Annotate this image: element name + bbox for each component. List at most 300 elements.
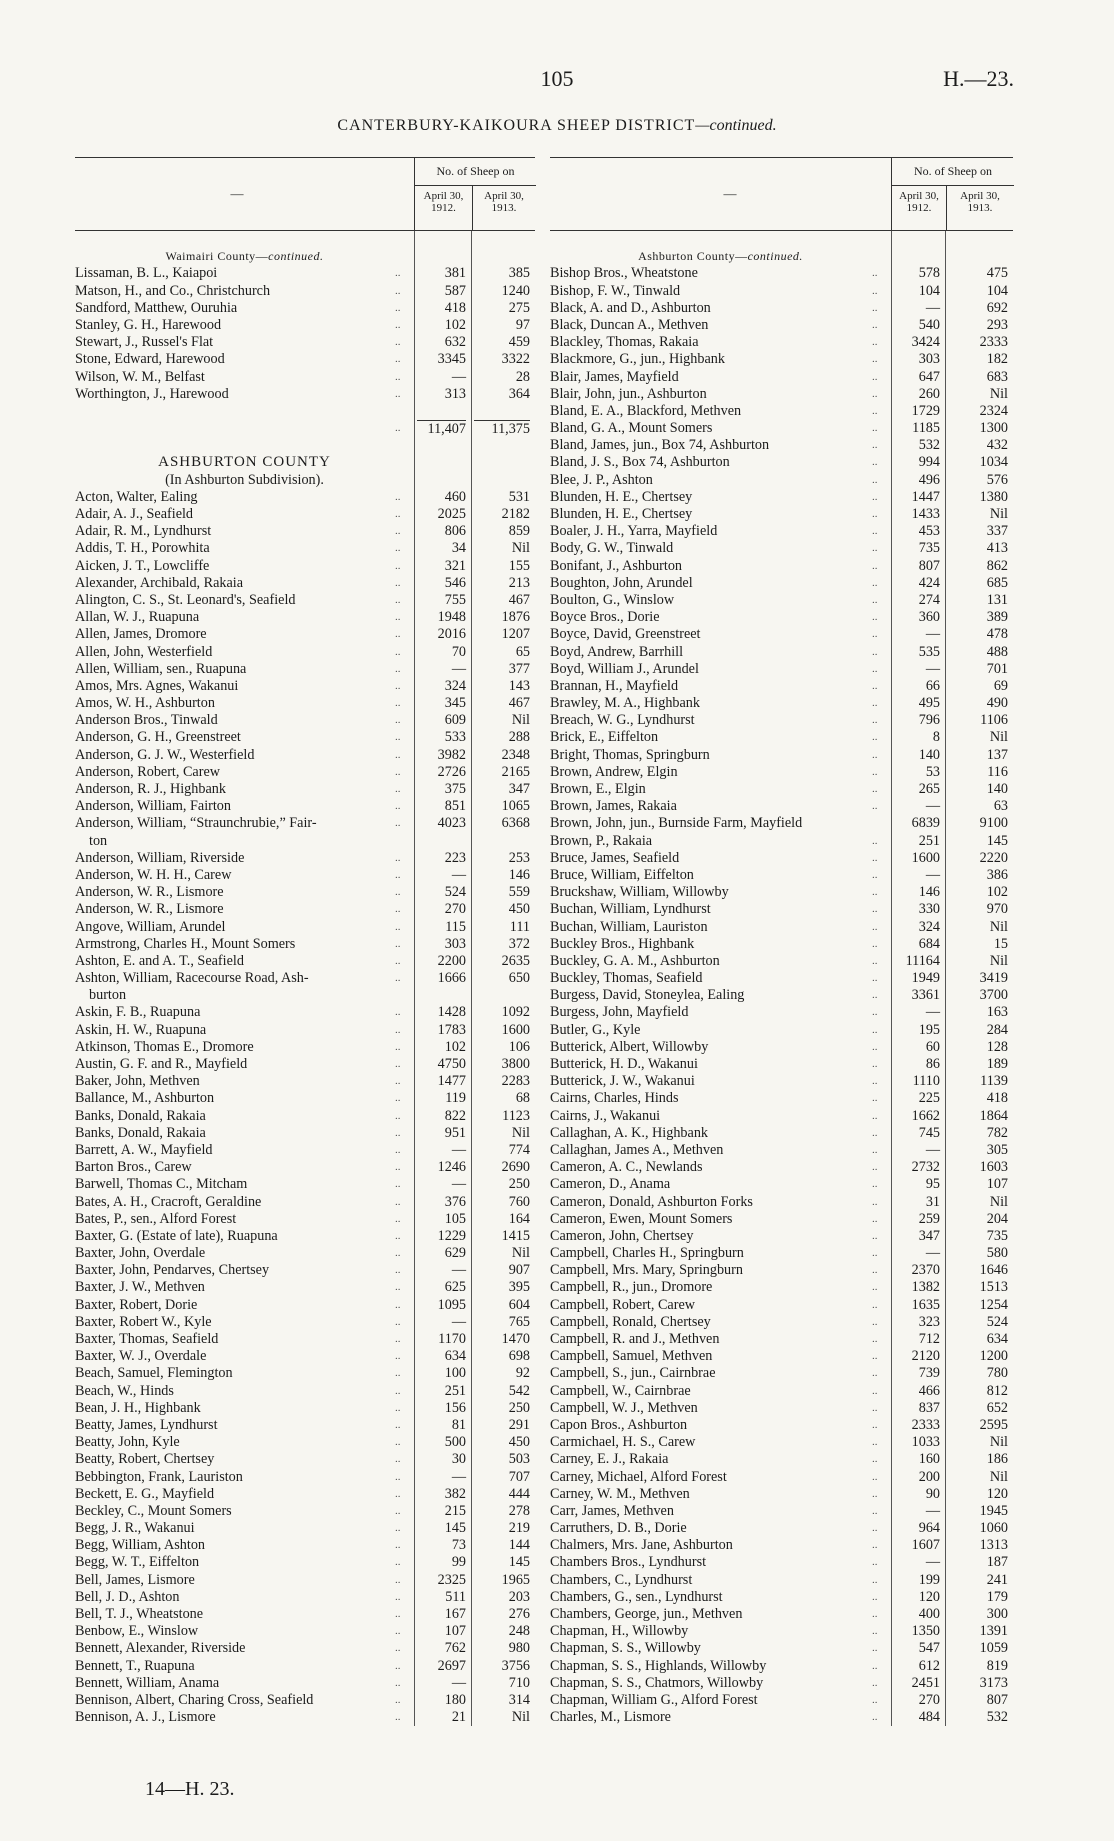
sheep-count-1912: 376: [444, 1193, 466, 1210]
sheep-count-1912: 1382: [911, 1279, 940, 1296]
leader-dots: ..: [395, 284, 401, 297]
table-row: [550, 592, 1013, 609]
sheep-count-1912: 360: [918, 609, 940, 626]
sheep-count-1913: 250: [508, 1399, 530, 1416]
sheep-count-1912: 762: [444, 1640, 466, 1657]
owner-name: Baxter, Robert W., Kyle: [75, 1313, 212, 1330]
leader-dots: ..: [872, 508, 878, 520]
owner-name: Campbell, Charles H., Springburn: [550, 1245, 744, 1262]
table-row: [75, 1331, 535, 1348]
sheep-count-1912: 3982: [437, 746, 466, 763]
leader-dots: ..: [872, 1178, 878, 1191]
leader-dots: ..: [872, 336, 878, 349]
owner-name: Barton Bros., Carew: [75, 1159, 192, 1176]
owner-name: Boyd, Andrew, Barrhill: [550, 643, 684, 660]
sheep-count-1913: 980: [508, 1640, 530, 1657]
owner-name: Ballance, M., Ashburton: [75, 1090, 215, 1107]
sheep-count-1912: 684: [918, 935, 940, 952]
leader-dots: ..: [872, 800, 878, 813]
leader-dots: ..: [872, 1418, 878, 1431]
owner-name: Stanley, G. H., Harewood: [75, 316, 222, 333]
leader-dots: ..: [395, 1504, 401, 1517]
sheep-count-1912: 200: [918, 1468, 940, 1485]
sheep-count-1912: 381: [444, 265, 466, 282]
sheep-count-1913: 1240: [501, 282, 530, 299]
owner-name: Chambers, C., Lyndhurst: [550, 1571, 693, 1588]
owner-name: Blair, James, Mayfield: [550, 368, 679, 385]
sheep-count-1912: 215: [444, 1502, 466, 1519]
leader-dots: ..: [395, 1126, 401, 1139]
leader-dots: ..: [872, 1040, 878, 1053]
sheep-count-1913: 1065: [501, 798, 530, 815]
table-row: [550, 1537, 1013, 1554]
owner-name: Bennison, Albert, Charing Cross, Seafield: [75, 1691, 314, 1708]
table-row: [75, 1348, 535, 1365]
sheep-count-1912: 105: [444, 1210, 466, 1227]
table-row: [75, 1211, 535, 1228]
sheep-count-1912: 2025: [437, 506, 466, 522]
table-row: [75, 558, 535, 575]
table-row: [75, 695, 535, 712]
owner-name: Askin, F. B., Ruapuna: [75, 1004, 201, 1021]
leader-dots: ..: [872, 1590, 878, 1603]
table-row: [75, 1039, 535, 1056]
owner-name: Bell, James, Lismore: [75, 1571, 195, 1588]
leader-dots: ..: [395, 1315, 401, 1328]
owner-name: Alington, C. S., St. Leonard's, Seafield: [75, 591, 296, 608]
sheep-count-1913: 9100: [979, 815, 1008, 832]
owner-name: Bennett, T., Ruapuna: [75, 1657, 195, 1674]
leader-dots: ..: [395, 1608, 401, 1620]
sheep-count-1913: 250: [508, 1176, 530, 1193]
sheep-count-1912: 2451: [911, 1674, 940, 1691]
table-row: [550, 386, 1013, 403]
table-row: [75, 712, 535, 729]
leader-dots: ..: [395, 1006, 401, 1019]
leader-dots: ..: [395, 1178, 401, 1191]
owner-name: Addis, T. H., Porowhita: [75, 540, 210, 557]
leader-dots: ..: [872, 920, 878, 933]
table-row: [550, 1589, 1013, 1606]
sheep-count-1913: 364: [508, 385, 530, 402]
sheep-count-1913: 1207: [501, 626, 530, 643]
table-row: [550, 1572, 1013, 1589]
sheep-count-1913: 701: [986, 660, 1008, 677]
owner-name: Callaghan, A. K., Highbank: [550, 1124, 709, 1141]
owner-name: Bland, J. S., Box 74, Ashburton: [550, 454, 730, 471]
sheep-count-1912: 546: [444, 574, 466, 591]
leader-dots: ..: [395, 886, 401, 899]
page-footer: 14—H. 23.: [145, 1778, 235, 1800]
leader-dots: ..: [872, 679, 878, 692]
owner-name: Bennett, Alexander, Riverside: [75, 1640, 246, 1657]
leader-dots: ..: [872, 1126, 878, 1139]
table-row: [75, 1640, 535, 1657]
leader-dots: ..: [395, 593, 401, 606]
table-row: [75, 729, 535, 746]
leader-dots: ..: [395, 1281, 401, 1294]
leader-dots: ..: [395, 1023, 401, 1036]
owner-name: Baxter, Robert, Dorie: [75, 1296, 198, 1313]
sheep-count-1913: 1470: [501, 1331, 530, 1347]
leader-dots: ..: [395, 1487, 401, 1500]
leader-dots: ..: [872, 1436, 878, 1449]
table-row: [550, 540, 1013, 557]
sheep-count-1913: Nil: [989, 1434, 1008, 1451]
sheep-count-1912: 533: [444, 729, 466, 746]
sheep-count-1913: 389: [986, 609, 1008, 626]
sheep-count-1913: 418: [986, 1090, 1008, 1107]
leader-dots: ..: [395, 1711, 401, 1724]
sheep-count-1912: 964: [918, 1520, 940, 1537]
sheep-count-1913: 488: [986, 643, 1008, 660]
left-column: [75, 157, 535, 1726]
table-row: [550, 265, 1013, 282]
table-row: [75, 1194, 535, 1211]
leader-dots: ..: [395, 387, 401, 400]
owner-name: Chambers, George, jun., Methven: [550, 1606, 743, 1622]
sheep-count-1913: Nil: [989, 385, 1008, 402]
column-1912: April 30, 1912.: [423, 190, 464, 214]
leader-dots: ..: [395, 1418, 401, 1431]
owner-name: Callaghan, James A., Methven: [550, 1141, 724, 1158]
sheep-count-1912: 95: [925, 1176, 940, 1193]
table-row: [75, 540, 535, 557]
owner-name: Boyce Bros., Dorie: [550, 609, 660, 626]
owner-name: Cameron, Donald, Ashburton Forks: [550, 1193, 753, 1210]
owner-name: Campbell, Mrs. Mary, Springburn: [550, 1262, 743, 1279]
owner-name: Cairns, J., Wakanui: [550, 1107, 661, 1124]
sheep-count-1913: Nil: [989, 918, 1008, 935]
leader-dots: ..: [872, 1367, 878, 1380]
table-row: [550, 1228, 1013, 1245]
owner-name: Ashton, E. and A. T., Seafield: [75, 952, 244, 969]
sheep-count-1912: 324: [918, 918, 940, 935]
leader-dots: ..: [395, 1539, 401, 1552]
sheep-count-1912: 587: [444, 282, 466, 299]
sheep-count-1913: 698: [508, 1348, 530, 1365]
sheep-count-1912: 540: [918, 316, 940, 333]
leader-dots: ..: [872, 748, 878, 761]
table-row: [550, 729, 1013, 746]
sheep-count-1913: 2165: [501, 763, 530, 780]
sheep-count-1912: 609: [444, 712, 466, 729]
leader-dots: ..: [395, 1092, 401, 1105]
table-row: [75, 1572, 535, 1589]
sheep-count-1913: 735: [986, 1227, 1008, 1244]
table-row: [75, 489, 535, 506]
sheep-count-1912: 1948: [437, 609, 466, 626]
sheep-count-1912: 199: [918, 1571, 940, 1588]
table-row: [75, 1228, 535, 1245]
sheep-count-1912: —: [925, 1554, 940, 1571]
table-row: [550, 1658, 1013, 1675]
sheep-count-1912: 1170: [438, 1331, 466, 1347]
sheep-count-1912: 6839: [911, 815, 940, 832]
table-row: [550, 334, 1013, 351]
leader-dots: ..: [395, 1367, 401, 1380]
table-row: [75, 833, 535, 850]
sheep-count-1912: 145: [444, 1520, 466, 1537]
sheep-count-1913: 2283: [501, 1073, 530, 1090]
owner-name: Bennison, A. J., Lismore: [75, 1709, 216, 1726]
sheep-count-1912: 460: [444, 488, 466, 505]
owner-name: Barwell, Thomas C., Mitcham: [75, 1176, 248, 1193]
sheep-count-1913: 275: [508, 299, 530, 316]
owner-name: Brown, James, Rakaia: [550, 798, 677, 815]
sheep-count-1912: 259: [918, 1210, 940, 1227]
sheep-count-1912: 511: [445, 1588, 466, 1605]
owner-name: Worthington, J., Harewood: [75, 385, 229, 402]
table-row: [550, 661, 1013, 678]
sheep-count-1912: 1350: [911, 1623, 940, 1640]
table-row: [550, 747, 1013, 764]
owner-name: Sandford, Matthew, Ouruhia: [75, 299, 238, 316]
sheep-count-1913: 3322: [501, 351, 530, 368]
table-row: [75, 1022, 535, 1039]
leader-dots: ..: [872, 1247, 878, 1260]
leader-dots: ..: [872, 1470, 878, 1483]
owner-name: Campbell, W., Cairnbrae: [550, 1382, 691, 1399]
table-row: [75, 1090, 535, 1107]
sheep-count-1912: 270: [444, 901, 466, 918]
owner-name: Baxter, John, Pendarves, Chertsey: [75, 1262, 270, 1279]
sheep-count-1912: 347: [918, 1227, 940, 1244]
owner-name: Chalmers, Mrs. Jane, Ashburton: [550, 1537, 733, 1554]
table-row: [550, 712, 1013, 729]
sheep-count-1913: 432: [986, 437, 1008, 454]
sheep-count-1913: 1254: [979, 1296, 1008, 1313]
table-row: [75, 1537, 535, 1554]
leader-dots: ..: [872, 422, 878, 435]
leader-dots: ..: [872, 1453, 878, 1466]
sheep-count-1913: 683: [986, 368, 1008, 385]
owner-name: Bland, E. A., Blackford, Methven: [550, 402, 742, 419]
table-row: [75, 1004, 535, 1021]
table-row: [550, 678, 1013, 695]
leader-dots: ..: [395, 1109, 401, 1122]
sheep-count-1912: 251: [918, 832, 940, 849]
table-row: [550, 369, 1013, 386]
table-row: [75, 1451, 535, 1468]
sheep-count-1912: 102: [444, 316, 466, 333]
sheep-count-1912: 34: [451, 540, 466, 557]
sheep-count-1913: 559: [508, 884, 530, 901]
leader-dots: ..: [872, 301, 878, 314]
sheep-count-1912: —: [451, 368, 466, 385]
sheep-count-1913: 1034: [979, 454, 1008, 471]
owner-name: Adair, R. M., Lyndhurst: [75, 523, 212, 540]
leader-dots: ..: [395, 318, 401, 331]
owner-name: Begg, J. R., Wakanui: [75, 1520, 195, 1537]
sheep-count-1912: 73: [451, 1537, 466, 1554]
owner-name: Blair, John, jun., Ashburton: [550, 385, 707, 402]
sheep-count-1913: 1600: [501, 1021, 530, 1038]
leader-dots: ..: [395, 920, 401, 933]
leader-dots: ..: [872, 1693, 878, 1706]
owner-name: burton: [89, 987, 127, 1004]
sheep-count-1913: 2595: [979, 1416, 1008, 1433]
owner-name: Bishop, F. W., Tinwald: [550, 282, 681, 299]
sheep-count-1912: 1662: [911, 1107, 940, 1124]
table-row: [75, 781, 535, 798]
table-row: [550, 403, 1013, 420]
sheep-count-1912: 418: [444, 299, 466, 316]
leader-dots: ..: [872, 1058, 878, 1070]
leader-dots: ..: [395, 353, 401, 366]
table-row: [75, 609, 535, 626]
table-row: [75, 1314, 535, 1331]
sheep-count-1913: 300: [986, 1606, 1008, 1622]
leader-dots: ..: [872, 1212, 878, 1225]
owner-name: Begg, William, Ashton: [75, 1537, 206, 1554]
leader-dots: ..: [872, 473, 878, 486]
leader-dots: ..: [872, 267, 878, 280]
owner-name: Anderson Bros., Tinwald: [75, 712, 218, 729]
leader-dots: ..: [872, 972, 878, 985]
owner-name: Brown, E., Elgin: [550, 781, 646, 797]
owner-name: Blee, J. P., Ashton: [550, 471, 653, 488]
sheep-count-1912: 1428: [437, 1004, 466, 1021]
table-row: [550, 1469, 1013, 1486]
sheep-count-1913: 278: [508, 1502, 530, 1519]
owner-name: Atkinson, Thomas E., Dromore: [75, 1038, 254, 1055]
table-row: [550, 1623, 1013, 1640]
sheep-count-1913: 774: [508, 1141, 530, 1158]
leader-dots: ..: [395, 1212, 401, 1225]
sheep-count-1913: 707: [508, 1468, 530, 1485]
table-row: [550, 953, 1013, 970]
leader-dots: ..: [395, 1659, 401, 1672]
sheep-count-1913: 3700: [979, 987, 1008, 1004]
table-row: [75, 1056, 535, 1073]
table-row: [75, 351, 535, 368]
sheep-count-1912: 2732: [911, 1159, 940, 1176]
table-row: [550, 764, 1013, 781]
leader-dots: ..: [872, 1350, 878, 1363]
sheep-count-1913: 347: [508, 781, 530, 797]
table-row: [75, 1383, 535, 1400]
sheep-count-1913: 213: [508, 574, 530, 591]
leader-dots: ..: [395, 1298, 401, 1311]
owner-name: Beatty, John, Kyle: [75, 1434, 180, 1451]
table-row: [75, 626, 535, 643]
right-column: [550, 157, 1013, 1726]
leader-dots: ..: [395, 1333, 401, 1345]
sheep-count-1912: 2370: [911, 1262, 940, 1279]
table-row: [550, 506, 1013, 523]
table-row: [550, 1090, 1013, 1107]
leader-dots: ..: [872, 954, 878, 967]
sheep-count-1913: Nil: [511, 1124, 530, 1141]
leader-dots: ..: [872, 404, 878, 417]
table-row: [550, 833, 1013, 850]
leader-dots: ..: [395, 1676, 401, 1689]
leader-dots: ..: [872, 628, 878, 641]
owner-name: Anderson, G. H., Greenstreet: [75, 729, 241, 746]
sheep-count-1913: Nil: [511, 712, 530, 729]
table-row: [75, 1675, 535, 1692]
owner-name: Allen, John, Westerfield: [75, 643, 213, 660]
owner-name: Angove, William, Arundel: [75, 918, 226, 935]
owner-name: Campbell, R., jun., Dromore: [550, 1279, 713, 1296]
table-row: [75, 1297, 535, 1314]
table-row: [550, 1297, 1013, 1314]
sheep-count-1913: 542: [508, 1382, 530, 1399]
owner-name: Chambers, G., sen., Lyndhurst: [550, 1588, 723, 1605]
leader-dots: ..: [872, 1676, 878, 1689]
sheep-count-1913: 1380: [979, 488, 1008, 505]
sheep-count-1913: 490: [986, 695, 1008, 712]
table-row: [550, 1503, 1013, 1520]
owner-name: Capon Bros., Ashburton: [550, 1416, 688, 1433]
sheep-count-1913: 120: [986, 1485, 1008, 1502]
sheep-count-1913: 15: [993, 935, 1008, 952]
header-dash: —: [723, 186, 737, 201]
table-row: [550, 867, 1013, 884]
sheep-count-1913: 1313: [979, 1537, 1008, 1554]
sheep-count-1913: 450: [508, 1434, 530, 1451]
sheep-count-1913: Nil: [511, 540, 530, 557]
leader-dots: ..: [395, 1522, 401, 1535]
sheep-count-1912: 1783: [437, 1021, 466, 1038]
table-row: [75, 300, 535, 317]
sheep-count-1912: 578: [918, 265, 940, 282]
owner-name: Carney, W. M., Methven: [550, 1485, 690, 1502]
table-row: [75, 283, 535, 300]
leader-dots: ..: [872, 1504, 878, 1517]
owner-name: Waimairi County—continued.: [165, 249, 324, 264]
owner-name: Acton, Walter, Ealing: [75, 488, 198, 505]
sheep-count-1913: 111: [509, 918, 530, 935]
sheep-count-1912: 632: [444, 334, 466, 351]
owner-name: Boyd, William J., Arundel: [550, 660, 699, 677]
leader-dots: ..: [395, 628, 401, 641]
sheep-count-1912: 274: [918, 591, 940, 608]
sheep-count-1912: 100: [444, 1365, 466, 1382]
leader-dots: ..: [872, 439, 878, 452]
owner-name: Burgess, David, Stoneylea, Ealing: [550, 987, 745, 1004]
sheep-count-1912: 330: [918, 901, 940, 918]
sheep-count-1912: 225: [918, 1090, 940, 1107]
owner-name: ton: [89, 832, 108, 849]
section-heading: [75, 454, 535, 471]
owner-name: Boyce, David, Greenstreet: [550, 626, 701, 643]
table-row: [75, 1142, 535, 1159]
owner-name: Boaler, J. H., Yarra, Mayfield: [550, 523, 718, 540]
sheep-count-1913: Nil: [989, 952, 1008, 969]
table-row: [75, 867, 535, 884]
table-row: [550, 1245, 1013, 1262]
sheep-count-1913: 652: [986, 1399, 1008, 1416]
sheep-count-1913: 1945: [979, 1502, 1008, 1519]
sheep-count-1912: —: [451, 660, 466, 677]
sheep-count-1912: 1477: [437, 1073, 466, 1090]
sheep-count-1912: 270: [918, 1691, 940, 1708]
leader-dots: ..: [395, 1384, 401, 1397]
leader-dots: ..: [395, 1436, 401, 1449]
table-row: [75, 1245, 535, 1262]
leader-dots: ..: [395, 868, 401, 881]
sheep-count-1913: 189: [986, 1056, 1008, 1072]
leader-dots: ..: [872, 1092, 878, 1105]
sheep-count-1912: 625: [444, 1279, 466, 1296]
table-row: [550, 1056, 1013, 1073]
owner-name: Carney, Michael, Alford Forest: [550, 1468, 727, 1485]
table-row: [550, 283, 1013, 300]
sheep-count-1912: 4750: [437, 1056, 466, 1072]
leader-dots: ..: [872, 576, 878, 589]
